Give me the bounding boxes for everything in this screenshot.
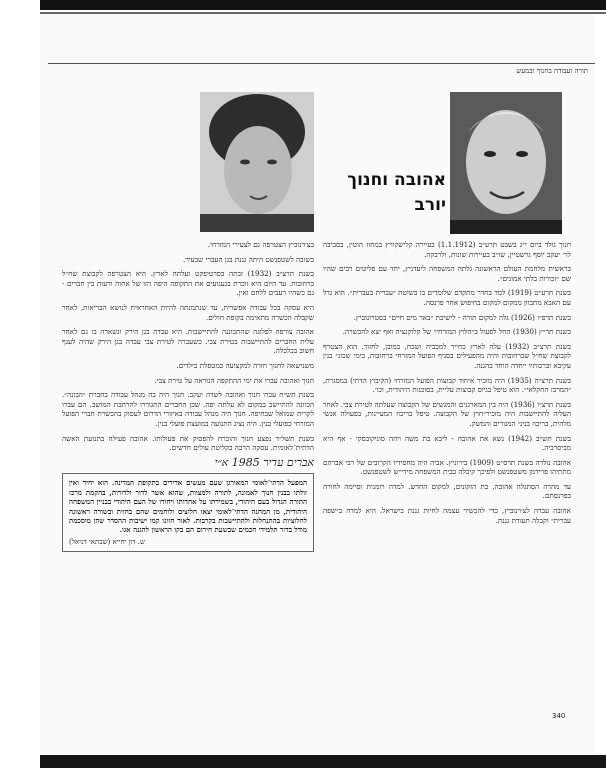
paragraph: בשנת תש״ב (1942) נשא את אהובה - ליבא בת משה ויהה סוניקובסקי - אף היא מביסרביה. [323, 433, 571, 453]
paragraph: בשנת תרצ״ה (1935) היה מזכיר איחוד קבוצות הפועל המזרחי (הקיבוץ הדתי) במסגרת, ״המרכז החקלאי״. הוא טיפל בגיוס קבוצות עליית, בסוכנות היהודית, וכו׳. [323, 375, 571, 395]
text-column-right [323, 240, 571, 530]
paragraph: בשנת תרע״ט (1919) למד בחדר מתקדם שלומדים בו בשיטת ״עברית בעברית״. הוא גדל עם האבא מתכוון ממקום למקום בחיפוש אחר פרנסה. [323, 288, 571, 307]
paragraph: אהובה צורפה לפלוגה שהתכוננה להתיישבות. היא עבדה בגן הירק ונשארה בו גם לאחר עלית החברים להתיישבות בטירת צבי. כשעברה לטירת צבי עבדה בגן הירק שהיה לענף חשוב בכלכלה. [62, 327, 314, 356]
paragraph: חנוך ואהובה עברו את ימי ההתקפה הנוראה על טירת צבי. [154, 375, 314, 385]
portrait-photo-hanoch [450, 92, 562, 234]
paragraph: בראשית מלחמת העולם הראשונה גלתה המשפחה ליעדניץ, יחד עם פליטים רבים שהיו שם ״זכורות בלתי אמונים״. [323, 264, 571, 283]
top-scan-edge [40, 0, 606, 10]
paragraph: משנישאה לחנוך חזרה למקצועה כמטפלת בילדים. [176, 360, 314, 370]
paragraph: אהובה נולדה בשנת תרס״ט (1909) בירוניץ. אביה היה מחסידיו הקרובים של רבי אברהם מתתיהו פרידמן משטפנשט ולפיכך קיבלה בבית המשפחה מידי״ש לשטפנשט. [323, 457, 572, 477]
paragraph: בשובה לשטפנשט היתה גננת בגן העברי שבעיר. [182, 254, 314, 264]
article-title [326, 168, 446, 218]
portrait-photo-ahuva [200, 92, 314, 232]
paragraph: היא עסקה בכל עבודה אפשרית, עד שנתמנתה להיות האחראית לנושא הבריאות, לאחר שקבלה הכשרה מתאימה בקופת חולים. [62, 302, 314, 322]
title-line-1: אהובה וחנוך [347, 170, 446, 190]
paragraph: אהובה עברה לצ׳רנוביץ, כדי להכשיר עצמה לחיות גננת בישראל. היא למדה ב״שפה עברית״ וקבלה תעודת גננת. [323, 506, 571, 525]
paragraph: בצ׳רנוביץ הצטרפה גם לצעירי המזרחי. [207, 240, 314, 249]
text-column-left [62, 240, 314, 552]
paragraph: בשנת תש״ח עברו חנוך ואהובה לשדה יעקב. חנוך היה בה מנהל עבודה בחברת ״הבונה״. הכוונה להתיישב במקום לא עלתה יפה. שכן החברים התגוררו להרחבת המושב. הם עברו לקרית שמואל שבחיפה. חנוך היה מנהל עבודה באיזורי הדרום לעסוק בהכשרת חברי הפועל המזרחי כפועלי בנין. היה נציג התנועה במועצת פועלי בנין. [62, 390, 314, 428]
page-number: 340 [552, 712, 566, 720]
title-line-2: יורב [414, 195, 446, 215]
paragraph: בשנת תרצ״ב (1932) זכתה בסרטיפקט ועלתה לארץ. היא הצטרפה לקבוצת שח״ל ברחובות. עד היום היא זוכרת בגעגועים את התקופה היפה הזו של אחוה ורעות בין חברים - גם כשהיו רעבים ללחם ואין. [62, 269, 314, 298]
quote-signature: ש. דון יחייא (שבתאי דניאל) [69, 537, 145, 546]
paragraph: בשנת תר״ץ (1930) החל לפעול ב״הלוץ המזרחי״ של קלוקנציה ואף יצא להכשרה. [342, 327, 571, 337]
paragraph: בשנת תרצ״ו (1936) היה בין המארגנים והמגשים של הקבוצה שעלתה לטירת צבי. לאחר העליה להתיישבות היה מזכיר״חוץ של הקבוצה. טיפל בריכוז המעיינות, בפעולה אנשי מלהית, בריכוז בניני המגורים והמשק. [323, 399, 571, 428]
running-header: תורה ועבודה בחנוך ובמעש [516, 67, 588, 75]
paragraph: בשנת תרפ״ו (1926) גלה למקום תורה - לישיבת ״באר מים חיים״ בסטרונוביץ. [353, 312, 571, 322]
header-rule [48, 63, 595, 64]
paragraph: בשנת תשל״ד נפצע חנוך והוכרח להפסיק את פעולותו. אהובה פעילה בתנועת האשה הדתית־לאומית. עסקה הרבה בקליטת עולים חדשים. [62, 433, 314, 453]
quote-box [62, 473, 314, 552]
paragraph: עד מהרה הסתגלה אהובה, בת הזקונים, למקום החדש. למדה רומנית וסיימה לחורה בפרנסתם. [323, 481, 571, 501]
bottom-scan-edge [40, 755, 606, 768]
quote-text: המפעל הדתי־לאומי המאורגן שעם מעשים אדירים בתקופת המדינה. הוא יחיד ואין זולתו בבנין חנוך לאמונה, לתורה ולמצוות, שהוא אשר לדור ולדורות, בהקמת מרכז התורה הגדול בעם היהודי, בשמירתו על אחדותו ויחודו של העם היהודי בבניין המשפחה היהודית, מן המחנה הדתי־לאומי יצאו חלוצים ולוחמים שהם בחזית ובשורה ראשונה לחלוציות בהתנחלות ולהתיישבות בקרבות. לאור חזונו קמו ישיבות ההסדר שהן מוסכמת מודל בדור תלמידי חכמים שבשעת חירום הם בקו הראשון להגנה אגו. [69, 478, 307, 535]
paragraph: בשנת תרצ״ב (1932) עלה לארץ כחייר למכביה ושכח, כמובן, לחזור. הוא הצטרף לקבוצת שח״ל שברחובות והיה מהפעילים בסניף הפועל המזרחי ברחובות, בימי שכונ״ בנין עקיבא וברכותיו ייחדה הוחד בהגנה. [323, 341, 571, 370]
paragraph: חנוך נולד ביום י״ג בשבט תרע״ב (1.1.1912) בעיירה קלישקוויץ במחוז הוטין, בסביבה לר׳ יעקב יוסף גרשטיין, שו״ב בעיירות שונות, ולרבקה. [323, 240, 571, 259]
handwritten-note: אברים עדיר 1985 א״י [214, 455, 314, 469]
